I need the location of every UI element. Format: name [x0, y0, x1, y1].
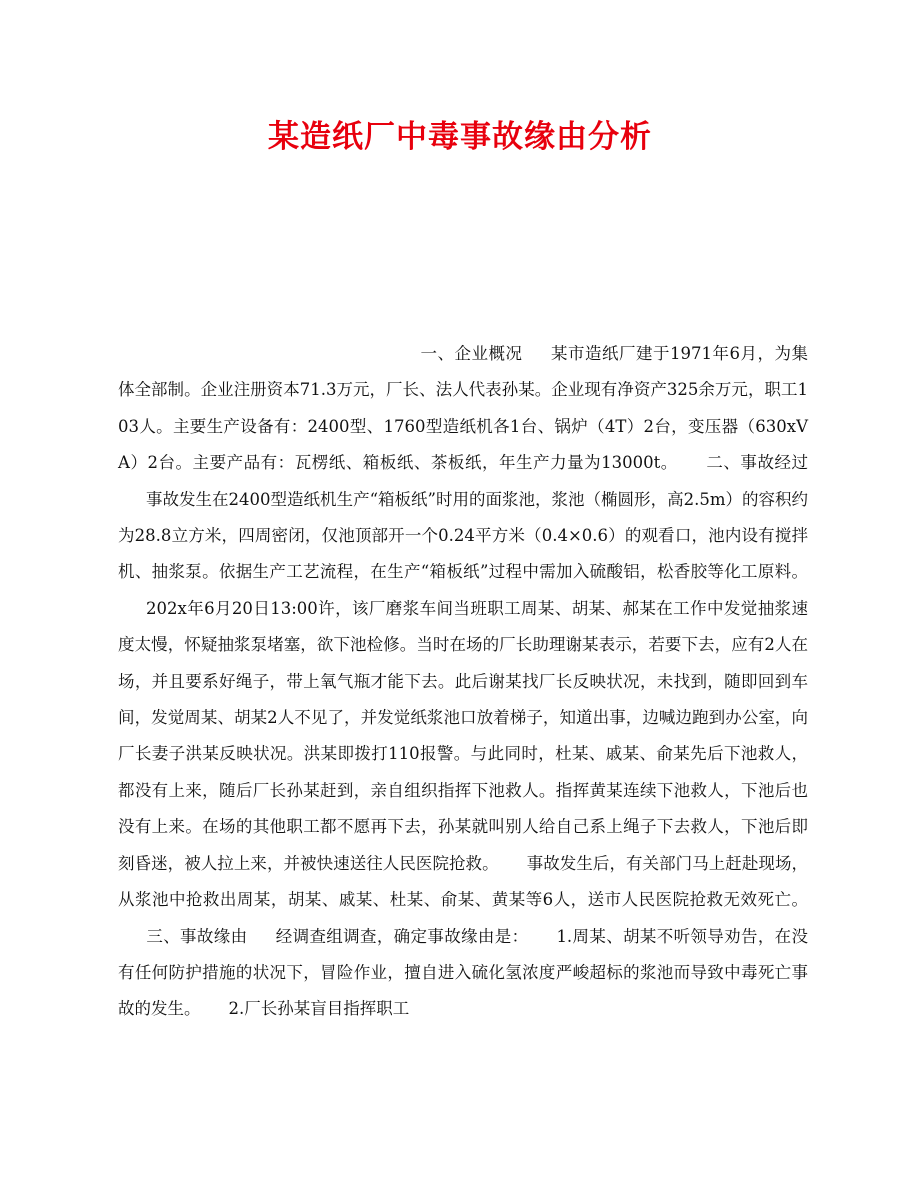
document-title: 某造纸厂中毒事故缘由分析	[268, 119, 652, 155]
process-text-1: 事故发生在2400型造纸机生产“箱板纸”时用的面浆池，浆池（椭圆形，高2.5m）的容积约为28.8立方米，四周密闭，仅池顶部开一个0.24平方米（0.4×0.6）的观看口，池内设有搅拌机、抽浆泵。依据生产工艺流程，在生产“箱板纸”过程中需加入硫酸铝，松香胶等化工原料。	[118, 489, 808, 582]
causes-intro: 经调查组调查，确定事故缘由是：	[275, 926, 529, 946]
process-text-3: 事故发生后，有关部门马上赶赴现场，从浆池中抢救出周某，胡某、戚某、杜某、俞某、黄某等6人，送市人民医院抢救无效死亡。	[118, 853, 809, 910]
section-heading-causes: 三、事故缘由	[146, 926, 248, 946]
cause-item-2: 2.厂长孙某盲目指挥职工	[228, 999, 410, 1019]
section-heading-process: 二、事故经过	[705, 453, 808, 473]
document-body	[118, 336, 808, 1028]
process-text-2: 202x年6月20日13:00许，该厂磨浆车间当班职工周某、胡某、郝某在工作中发觉抽浆速度太慢，怀疑抽浆泵堵塞，欲下池检修。当时在场的厂长助理谢某表示，若要下去，应有2人在场，并且要系好绳子，带上氧气瓶才能下去。此后谢某找厂长反映状况，未找到，随即回到车间，发觉周某、胡某2人不见了，并发觉纸浆池口放着梯子，知道出事，边喊边跑到办公室，向厂长妻子洪某反映状况。洪某即拨打110报警。与此同时，杜某、戚某、俞某先后下池救人，都没有上来，随后厂长孙某赶到，亲自组织指挥下池救人。指挥黄某连续下池救人，下池后也没有上来。在场的其他职工都不愿再下去，孙某就叫别人给自己系上绳子下去救人，下池后即刻昏迷，被人拉上来，并被快速送往人民医院抢救。	[118, 598, 808, 873]
cause-item-1: 1.周某、胡某不听领导劝告，在没有任何防护措施的状况下，冒险作业，擅自进入硫化氢浓度严峻超标的浆池而导致中毒死亡事故的发生。	[118, 926, 809, 1019]
overview-text: 某市造纸厂建于1971年6月，为集体全部制。企业注册资本71.3万元，厂长、法人代表孙某。企业现有净资产325余万元，职工103人。主要生产设备有：2400型、1760型造纸机各1台、锅炉（4T）2台，变压器（630xVA）2台。主要产品有：瓦楞纸、箱板纸、茶板纸，年生产力量为13000t。	[118, 344, 808, 473]
section-heading-overview: 一、企业概况	[420, 344, 523, 363]
